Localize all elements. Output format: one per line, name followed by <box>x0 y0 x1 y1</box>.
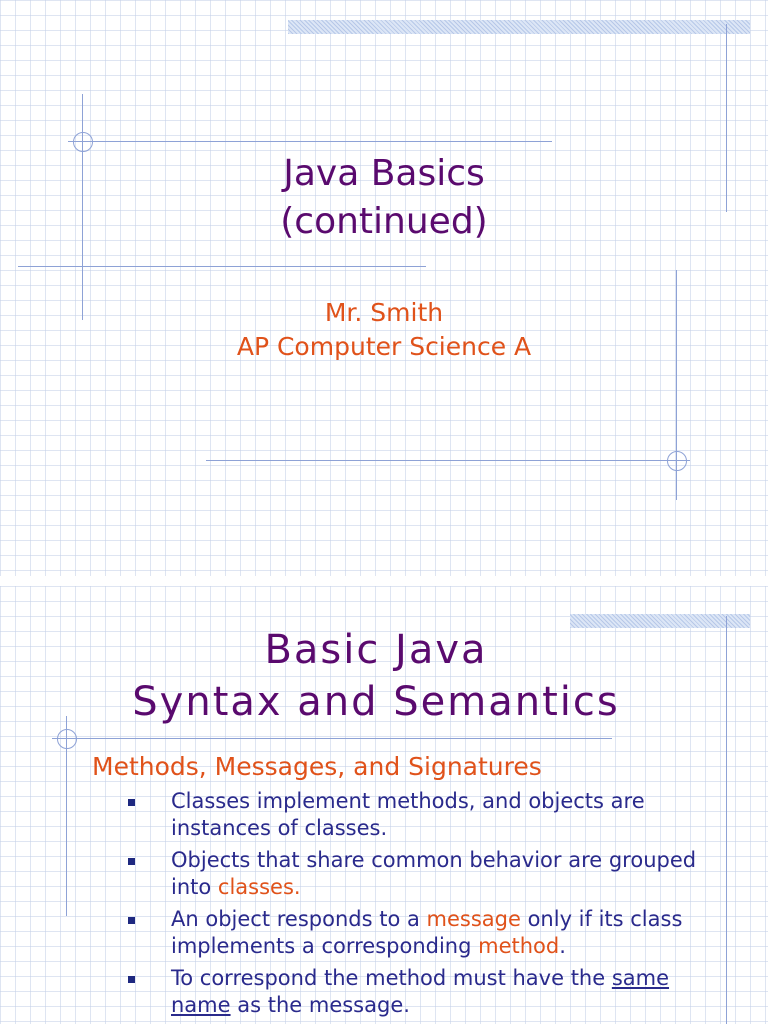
bullet-text: Objects that share common behavior are grouped into <box>171 848 697 899</box>
slide-title <box>0 624 752 728</box>
title-line-2: (continued) <box>280 201 488 242</box>
header-hatch-bar <box>288 20 750 34</box>
title-line-1: Basic Java <box>264 627 488 673</box>
slide-subtitle <box>0 296 768 364</box>
bullet-square-icon <box>128 858 135 865</box>
title-line-2: Syntax and Semantics <box>132 679 620 725</box>
bullet-text: as the message. <box>230 993 410 1017</box>
section-heading: Methods, Messages, and Signatures <box>92 752 542 781</box>
underlined-term: same name <box>171 966 670 1017</box>
bullet-item <box>0 906 711 960</box>
bullet-text: An object responds to a <box>171 907 427 931</box>
bullet-square-icon <box>128 799 135 806</box>
bullet-text: . <box>559 934 566 958</box>
highlight-term: message <box>426 907 521 931</box>
bullet-text: only if its class implements a corresponding <box>171 907 683 958</box>
slide-title <box>0 150 768 246</box>
bullet-text: Classes implement methods, and objects are instances of classes. <box>171 789 645 840</box>
highlight-term: method <box>478 934 560 958</box>
bullet-item <box>0 965 711 1019</box>
decor-circle <box>57 729 77 749</box>
highlight-term: classes. <box>217 875 301 899</box>
decor-circle <box>667 451 687 471</box>
decor-line <box>18 266 426 267</box>
decor-circle <box>73 132 93 152</box>
decor-line <box>206 460 690 461</box>
bullet-list <box>0 788 711 1024</box>
bullet-text: To correspond the method must have the <box>171 966 612 990</box>
author-name: Mr. Smith <box>324 298 444 327</box>
bullet-item <box>0 788 711 842</box>
course-name: AP Computer Science A <box>236 332 532 361</box>
decor-line <box>68 141 552 142</box>
bullet-item <box>0 847 711 901</box>
title-line-1: Java Basics <box>283 153 485 194</box>
content-slide <box>0 586 768 1024</box>
bullet-square-icon <box>128 976 135 983</box>
bullet-square-icon <box>128 917 135 924</box>
decor-line <box>52 738 612 739</box>
